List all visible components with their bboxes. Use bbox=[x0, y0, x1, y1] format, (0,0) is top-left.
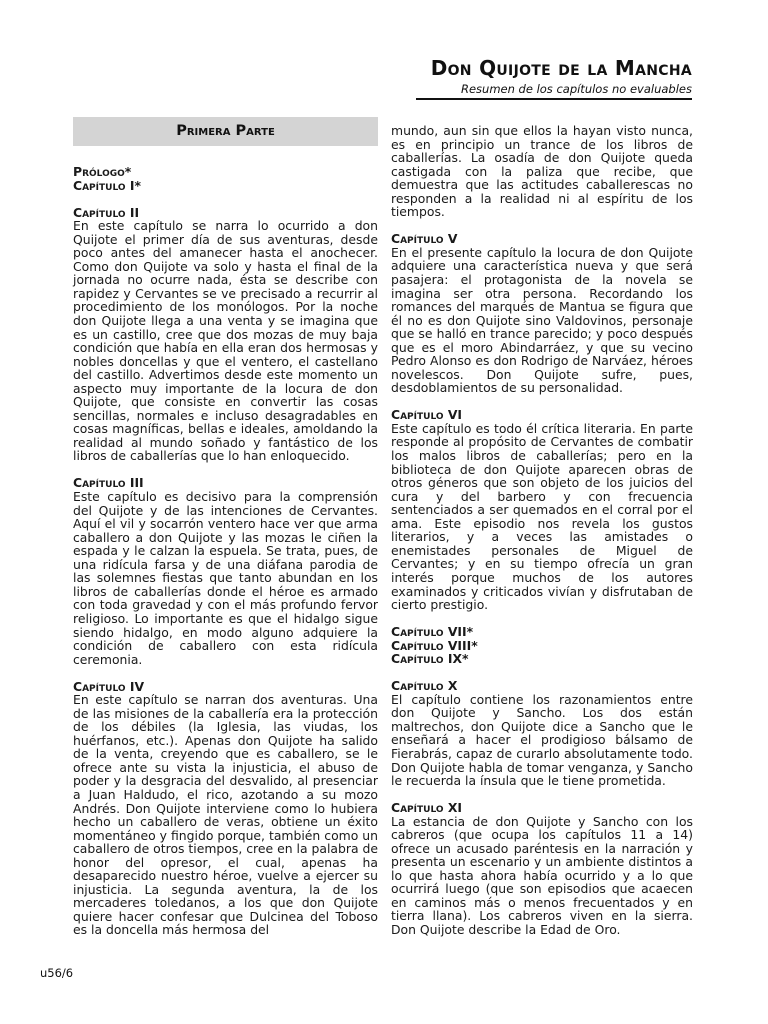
document-title: Don Quijote de la Mancha bbox=[430, 56, 692, 80]
chapter-heading: Capítulo I* bbox=[73, 177, 141, 193]
chapter-section bbox=[391, 625, 693, 666]
chapter-heading: Capítulo XI bbox=[391, 800, 462, 816]
chapter-summary: En este capítulo se narra lo ocurrido a don Quijote el primer día de sus aventuras, desde poco antes del amanecer hasta el anochecer. Como don Quijote va solo y hasta el final de la jornada no ocurre nada, ésta se describe con rapidez y Cervantes se ve precisado a recurrir al procedimiento de los monólogos. Por la noche don Quijote llega a una venta y se imagina que es un castillo, cree que dos mozas de muy baja condición que había en ella eran dos hermosas y nobles doncellas y que el ventero, el castellano del castillo. Advertimos desde este momento un aspecto muy importante de la locura de don Quijote, que consiste en convertir las cosas sencillas, normales e incluso desagradables en cosas magníficas, bellas e ideales, amoldando la realidad al mundo soñado y fantástico de los libros de caballerías que lo han enloquecido. bbox=[73, 218, 378, 464]
title-rule bbox=[416, 98, 692, 100]
chapter-section bbox=[391, 124, 693, 219]
chapter-heading: Capítulo II bbox=[73, 204, 140, 220]
chapter-heading: Capítulo VII* bbox=[391, 624, 474, 640]
chapter-heading: Capítulo VIII* bbox=[391, 637, 478, 653]
chapter-summary: mundo, aun sin que ellos la hayan visto nunca, es en principio un trance de los libros de caballerías. La osadía de don Quijote queda castigada con la paliza que recibe, que demuestra que las actitudes caballerescas no responden a la realidad ni al espíritu de los tiempos. bbox=[391, 123, 693, 220]
chapter-heading: Capítulo IV bbox=[73, 678, 145, 694]
chapter-summary: Este capítulo es decisivo para la comprensión del Quijote y de las intenciones de Cervantes. Aquí el vil y socarrón ventero hace ver que arma caballero a don Quijote y las mozas le ciñen la espada y le calzan la espuela. Se trata, pues, de una ridícula farsa y de una diáfana parodia de las solemnes fiestas que tanto abundan en los libros de caballerías donde el héroe es armado con toda gravedad y con el más profundo fervor religioso. Lo importante es que el hidalgo sigue siendo hidalgo, en modo alguno adquiere la condición de caballero con esta ridícula ceremonia. bbox=[73, 489, 378, 667]
chapter-heading: Capítulo III bbox=[73, 475, 144, 491]
left-column bbox=[73, 117, 378, 951]
chapter-summary: Este capítulo es todo él crítica literaria. En parte responde al propósito de Cervantes de combatir los malos libros de caballerías; pero en la biblioteca de don Quijote aparecen obras de otros géneros que son objeto de los juicios del cura y del barbero y con frecuencia sentenciados a ser quemados en el corral por el ama. Este episodio nos revela los gustos literarios, y a veces las amistades o enemistades personales de Miguel de Cervantes; y en su tiempo ofrecía un gran interés porque muchos de los autores examinados y criticados vivían y disfrutaban de cierto prestigio. bbox=[391, 420, 693, 613]
chapter-heading: Capítulo VI bbox=[391, 407, 463, 423]
chapter-section bbox=[73, 206, 378, 463]
chapter-heading: Capítulo V bbox=[391, 231, 458, 247]
chapter-heading: Capítulo X bbox=[391, 678, 458, 694]
chapter-heading: Capítulo IX* bbox=[391, 651, 469, 667]
chapter-section bbox=[73, 476, 378, 666]
right-column bbox=[391, 124, 693, 950]
chapter-summary: El capítulo contiene los razonamientos entre don Quijote y Sancho. Los dos están maltrechos, don Quijote dice a Sancho que le enseñará a hacer el prodigioso bálsamo de Fierabrás, capaz de curarlo absolutamente todo. Don Quijote habla de tomar venganza, y Sancho le recuerda la ínsula que le tiene prometida. bbox=[391, 691, 693, 789]
chapter-section bbox=[391, 679, 693, 787]
chapter-section bbox=[73, 680, 378, 937]
document-subtitle: Resumen de los capítulos no evaluables bbox=[460, 82, 692, 96]
chapter-heading: Prólogo* bbox=[73, 164, 132, 179]
chapter-section bbox=[391, 801, 693, 936]
page-code: u56/6 bbox=[40, 966, 74, 980]
chapter-section bbox=[391, 232, 693, 395]
chapter-summary: La estancia de don Quijote y Sancho con los cabreros (que ocupa los capítulos 11 a 14) ofrece un acusado paréntesis en la narración y presenta un escenario y un ambiente distintos a lo que hasta ahora había ocurrido y a lo que ocurrirá luego (que son episodios que acaecen en caminos más o menos frecuentados y en tierra llana). Los cabreros viven en la sierra. Don Quijote describe la Edad de Oro. bbox=[391, 813, 693, 938]
part-title: Primera Parte bbox=[176, 122, 275, 139]
chapter-summary: En este capítulo se narran dos aventuras. Una de las misiones de la caballería era la protección de los débiles (la Iglesia, las viudas, los huérfanos, etc.). Apenas don Quijote ha salido de la venta, creyendo que es caballero, se le ofrece ante su vista la injusticia, el abuso de poder y la desgracia del desvalido, al presenciar a Juan Haldudo, el rico, azotando a su mozo Andrés. Don Quijote interviene como lo hubiera hecho un caballero de veras, obtiene un éxito momentáneo y fingido porque, también como un caballero de otros tiempos, cree en la palabra de honor del opresor, el cual, apenas ha desaparecido nuestro héroe, vuelve a ejercer su injusticia. La segunda aventura, la de los mercaderes toledanos, a los que don Quijote quiere hacer confesar que Dulcinea del Toboso es la doncella más hermosa del bbox=[73, 692, 378, 938]
chapter-summary: En el presente capítulo la locura de don Quijote adquiere una característica nueva y que será pasajera: el protagonista de la novela se imagina ser otra persona. Recordando los romances del marqués de Mantua se figura que él no es don Quijote sino Valdovinos, personaje que se halló en trance parecido; y poco después que es el moro Abindarráez, y que su vecino Pedro Alonso es don Rodrigo de Narváez, héroes novelescos. Don Quijote sufre, pues, desdoblamientos de su personalidad. bbox=[391, 244, 693, 396]
part-banner bbox=[73, 117, 378, 146]
chapter-section bbox=[391, 408, 693, 611]
chapter-section bbox=[73, 165, 378, 192]
